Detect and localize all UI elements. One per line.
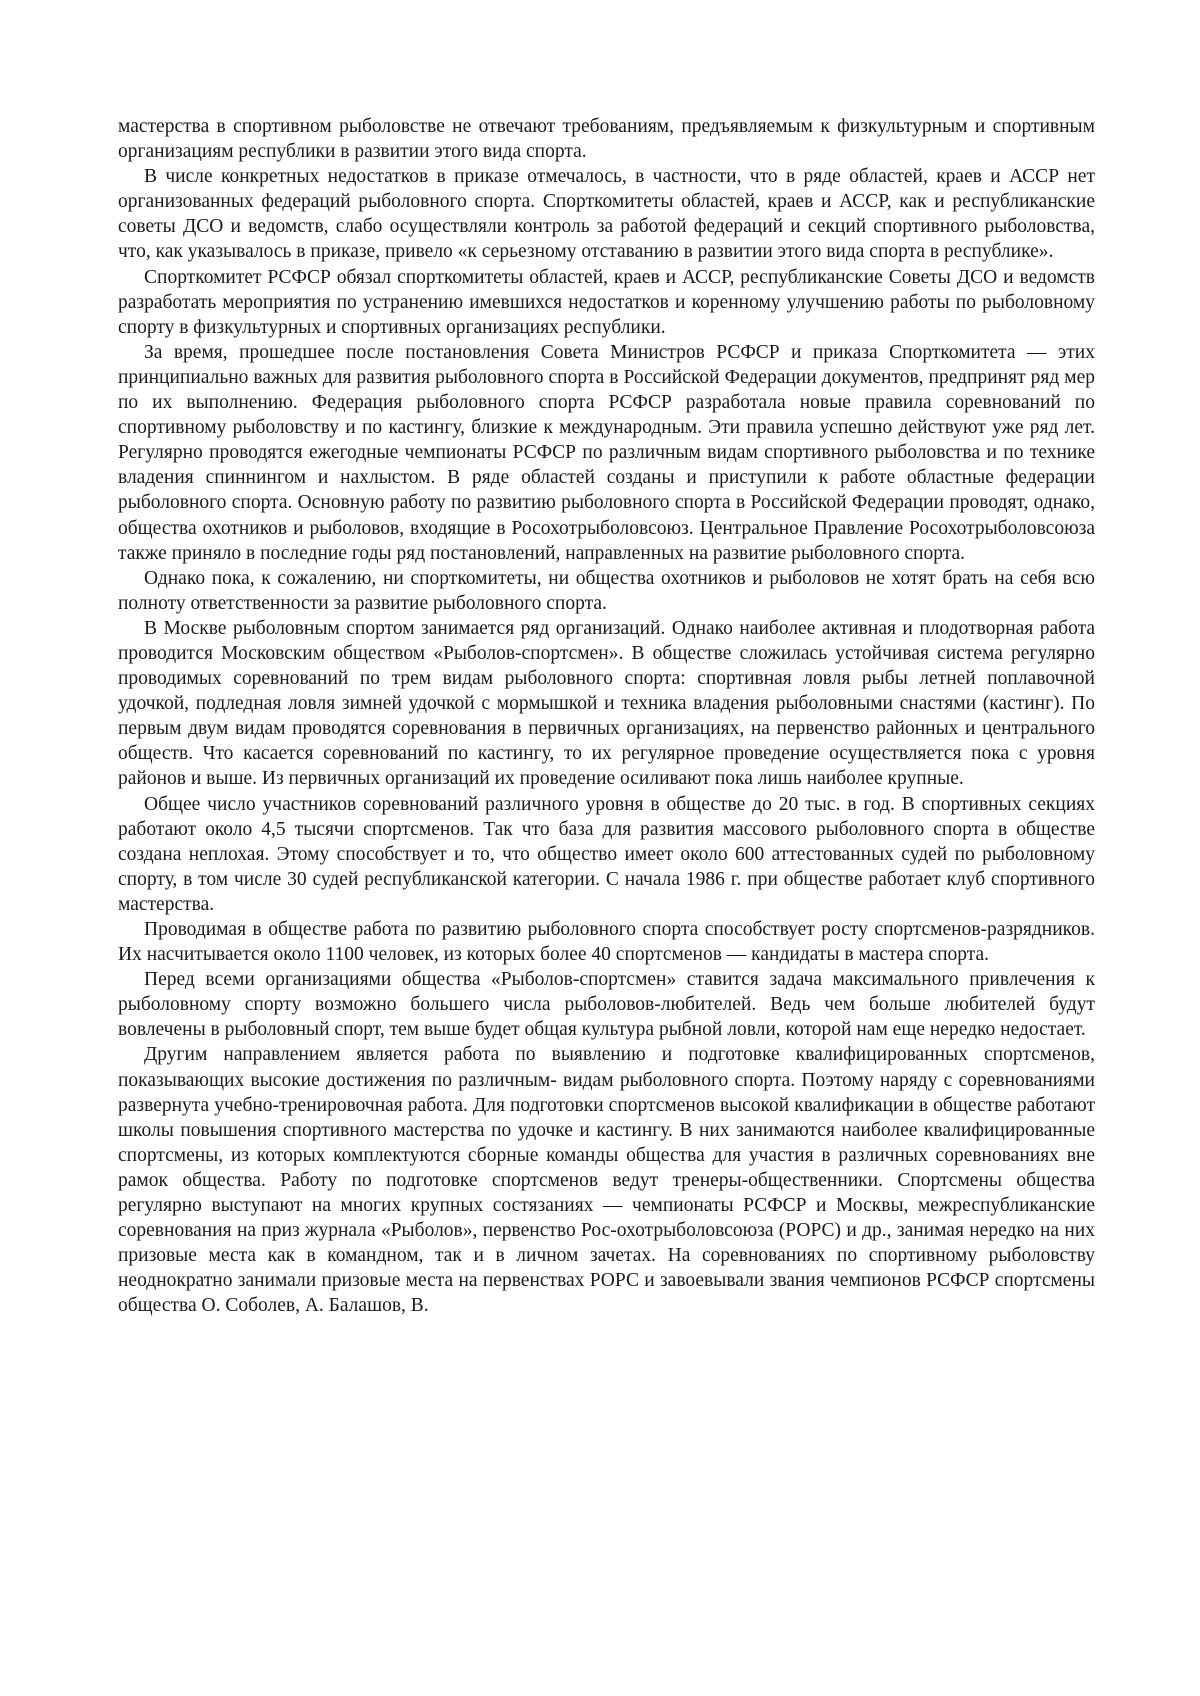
paragraph: Перед всеми организациями общества «Рыболов-спортсмен» ставится задача максимального привлечения к рыболовному спорту возможно большего числа рыболовов-любителей. Ведь чем больше любителей будут вовлечены в рыболовный спорт, тем выше будет общая культура рыбной ловли, которой нам еще нередко недостает. [118, 969, 1095, 1041]
paragraph: Общее число участников соревнований различного уровня в обществе до 20 тыс. в год. В спортивных секциях работают около 4,5 тысячи спортсменов. Так что база для развития массового рыболовного спорта в обществе создана неплохая. Этому способствует и то, что общество имеет около 600 аттестованных судей по рыболовному спорту, в том числе 30 судей республиканской категории. С начала 1986 г. при обществе работает клуб спортивного мастерства. [118, 793, 1095, 915]
paragraph: Проводимая в обществе работа по развитию рыболовного спорта способствует росту спортсменов-разрядников. Их насчитывается около 1100 человек, из которых более 40 спортсменов — кандидаты в мастера спорта. [118, 919, 1095, 966]
paragraph: В Москве рыболовным спортом занимается ряд организаций. Однако наиболее активная и плодотворная работа проводится Московским обществом «Рыболов-спортсмен». В обществе сложилась устойчивая система регулярно проводимых соревнований по трем видам рыболовного спорта: спортивная ловля рыбы летней поплавочной удочкой, подледная ловля зимней удочкой с мормышкой и техника владения рыболовными снастями (кастинг). По первым двум видам проводятся соревнования в первичных организациях, на первенство районных и центрального обществ. Что касается соревнований по кастингу, то их регулярное проведение осуществляется пока с уровня районов и выше. Из первичных организаций их проведение осиливают пока лишь наиболее крупные. [118, 617, 1095, 790]
paragraph-continuation: мастерства в спортивном рыболовстве не отвечают требованиям, предъявляемым к физкультурным и спортивным организациям республики в развитии этого вида спорта. [118, 116, 1095, 163]
paragraph: Другим направлением является работа по выявлению и подготовке квалифицированных спортсменов, показывающих высокие достижения по различным- видам рыболовного спорта. Поэтому наряду с соревнованиями развернута учебно-тренировочная работа. Для подготовки спортсменов высокой квалификации в обществе работают школы повышения спортивного мастерства по удочке и кастингу. В них занимаются наиболее квалифицированные спортсмены, из которых комплектуются сборные команды общества для участия в различных соревнованиях вне рамок общества. Работу по подготовке спортсменов ведут тренеры-общественники. Спортсмены общества регулярно выступают на многих крупных состязаниях — чемпионаты РСФСР и Москвы, межреспубликанские соревнования на приз журнала «Рыболов», первенство Рос-охотрыболовсоюза (РОРС) и др., занимая нередко на них призовые места как в командном, так и в личном зачетах. На соревнованиях по спортивному рыболовству неоднократно занимали призовые места на первенствах РОРС и завоевывали звания чемпионов РСФСР спортсмены общества О. Соболев, А. Балашов, В. [118, 1044, 1095, 1317]
paragraph: В числе конкретных недостатков в приказе отмечалось, в частности, что в ряде областей, краев и АССР нет организованных федераций рыболовного спорта. Спорткомитеты областей, краев и АССР, как и республиканские советы ДСО и ведомств, слабо осуществляли контроль за работой федераций и секций спортивного рыболовства, что, как указывалось в приказе, привело «к серьезному отставанию в развитии этого вида спорта в республике». [118, 166, 1095, 263]
paragraph: Спорткомитет РСФСР обязал спорткомитеты областей, краев и АССР, республиканские Советы ДСО и ведомств разработать мероприятия по устранению имевшихся недостатков и коренному улучшению работы по рыболовному спорту в физкультурных и спортивных организациях республики. [118, 266, 1095, 338]
paragraph: Однако пока, к сожалению, ни спорткомитеты, ни общества охотников и рыболовов не хотят брать на себя всю полноту ответственности за развитие рыболовного спорта. [118, 567, 1095, 614]
document-page [118, 114, 1095, 1319]
paragraph: За время, прошедшее после постановления Совета Министров РСФСР и приказа Спорткомитета — этих принципиально важных для развития рыболовного спорта в Российской Федерации документов, предпринят ряд мер по их выполнению. Федерация рыболовного спорта РСФСР разработала новые правила соревнований по спортивному рыболовству и по кастингу, близкие к международным. Эти правила успешно действуют уже ряд лет. Регулярно проводятся ежегодные чемпионаты РСФСР по различным видам спортивного рыболовства и по технике владения спиннингом и нахлыстом. В ряде областей созданы и приступили к работе областные федерации рыболовного спорта. Основную работу по развитию рыболовного спорта в Российской Федерации проводят, однако, общества охотников и рыболовов, входящие в Росохотрыболовсоюз. Центральное Правление Росохотрыболовсоюза также приняло в последние годы ряд постановлений, направленных на развитие рыболовного спорта. [118, 341, 1095, 564]
